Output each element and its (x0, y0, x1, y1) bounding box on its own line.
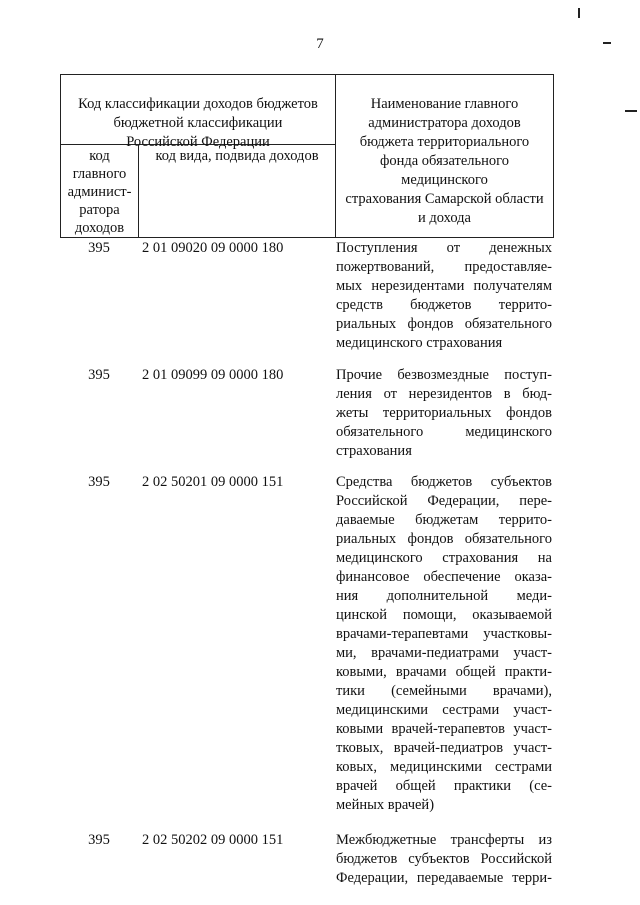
revenue-name-cell (336, 239, 554, 353)
name-line: средств бюджетов террито- (336, 297, 552, 313)
scan-edge-mark (578, 8, 580, 18)
name-line: Прочие безвозмездные поступ- (336, 367, 552, 383)
header-administrator-name (336, 75, 553, 237)
table-row (60, 831, 554, 888)
table-row (60, 473, 554, 815)
name-line: мых нерезидентами получателям (336, 278, 552, 294)
header-line: страхования Самарской области (345, 191, 544, 207)
name-line: медицинского страхования на (336, 550, 552, 566)
header-kind-code: код вида, подвида доходов (139, 145, 336, 237)
header-line: администратора доходов (368, 115, 521, 131)
revenue-code-cell: 2 01 09099 09 0000 180 (142, 367, 284, 383)
header-line: ратора (79, 202, 120, 218)
header-line: бюджета территориального (359, 134, 530, 150)
header-line: Наименование главного (370, 96, 519, 112)
name-line: риальных фондов обязательного (336, 531, 552, 547)
table-header (60, 74, 554, 238)
name-line: ления от нерезидентов в бюд- (336, 386, 552, 402)
header-line: Код классификации доходов бюджетов (78, 96, 318, 112)
revenue-code-cell: 2 01 09020 09 0000 180 (142, 240, 284, 256)
name-line: Федерации, передаваемые терри- (336, 870, 552, 886)
scan-edge-mark (625, 110, 637, 112)
admin-code-cell: 395 (88, 367, 110, 383)
name-line: мейных врачей) (336, 797, 435, 813)
name-line: врачами-терапевтами участковы- (336, 626, 552, 642)
name-line: Российской Федерации, пере- (336, 493, 552, 509)
name-line: страхования (336, 443, 412, 459)
header-classification-code (61, 75, 336, 150)
header-line: фонда обязательного (379, 153, 510, 169)
name-line: жеты территориальных фондов (336, 405, 552, 421)
revenue-code-cell: 2 02 50201 09 0000 151 (142, 474, 284, 490)
name-line: финансовое обеспечение оказа- (336, 569, 552, 585)
scan-edge-mark (603, 42, 611, 44)
header-line: код (89, 148, 110, 164)
header-admin-code (61, 145, 139, 237)
name-line: Межбюджетные трансферты из (336, 832, 552, 848)
name-line: даваемые бюджетам террито- (336, 512, 552, 528)
name-line: врачей общей практики (се- (336, 778, 552, 794)
name-line: ми, врачами-педиатрами участ- (336, 645, 552, 661)
name-line: пожертвований, предоставляе- (336, 259, 552, 275)
revenue-code-cell: 2 02 50202 09 0000 151 (142, 832, 284, 848)
admin-code-cell: 395 (88, 832, 110, 848)
header-line: медицинского (401, 172, 488, 188)
name-line: цинской помощи, оказываемой (336, 607, 552, 623)
revenue-name-cell (336, 473, 554, 815)
name-line: ковых, медицинскими сестрами (336, 759, 552, 775)
name-line: медицинского страхования (336, 335, 503, 351)
table-row (60, 239, 554, 353)
header-line: админист- (67, 184, 132, 200)
name-line: медицинскими сестрами участ- (336, 702, 552, 718)
revenue-name-cell (336, 366, 554, 461)
table-row (60, 366, 554, 461)
header-line: бюджетной классификации (113, 115, 283, 131)
header-line: доходов (74, 220, 125, 236)
name-line: Средства бюджетов субъектов (336, 474, 552, 490)
revenue-classification-table (60, 74, 554, 888)
name-line: ния дополнительной меди- (336, 588, 552, 604)
name-line: тковых, врачей-педиатров участ- (336, 740, 552, 756)
name-line: ковыми, врачами общей практи- (336, 664, 552, 680)
name-line: Поступления от денежных (336, 240, 552, 256)
header-line: главного (72, 166, 127, 182)
name-line: тики (семейными врачами), (336, 683, 552, 699)
name-line: бюджетов субъектов Российской (336, 851, 552, 867)
header-line: и дохода (418, 210, 471, 226)
page-number: 7 (316, 36, 324, 52)
revenue-name-cell (336, 831, 554, 888)
admin-code-cell: 395 (88, 240, 110, 256)
admin-code-cell: 395 (88, 474, 110, 490)
name-line: обязательного медицинского (336, 424, 552, 440)
name-line: ковыми врачей-терапевтов участ- (336, 721, 552, 737)
name-line: риальных фондов обязательного (336, 316, 552, 332)
header-line: Российской Федерации (126, 134, 270, 150)
